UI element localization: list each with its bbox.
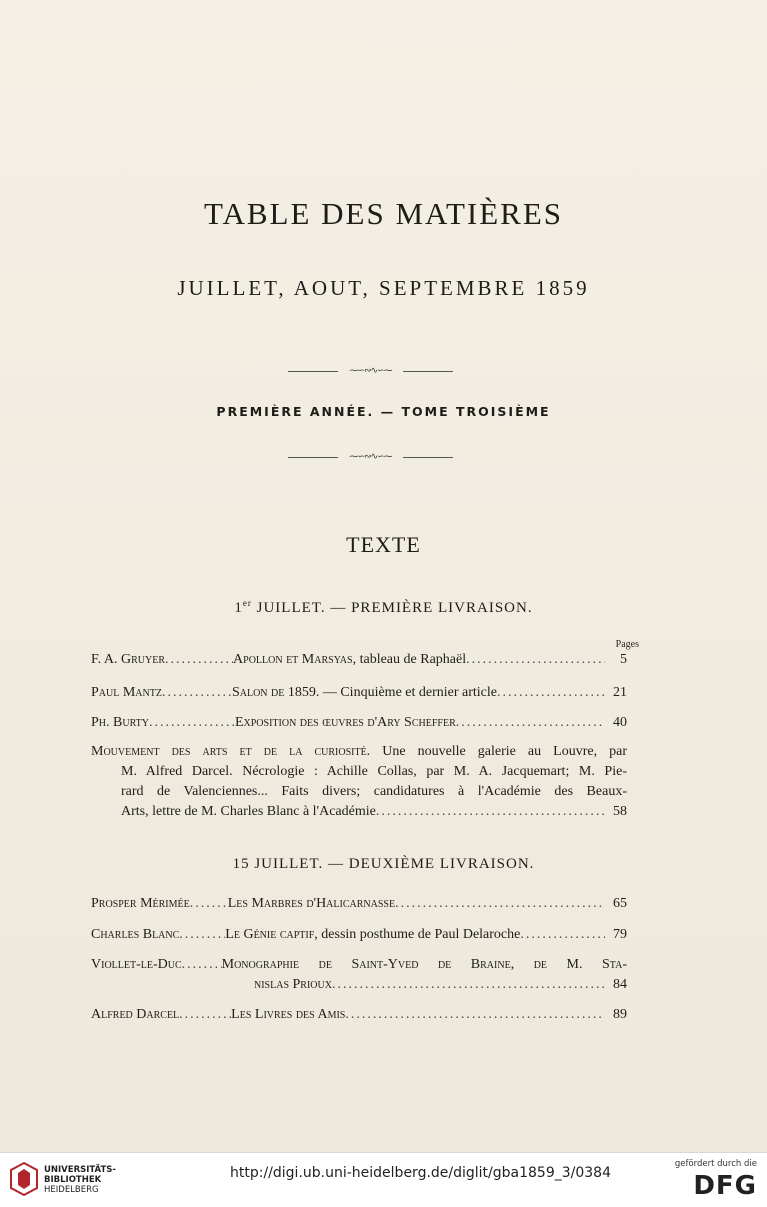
toc-entry: Charles Blanc ..... Le Génie captif, dessin posthume de Paul Delaroche ..... 79 (91, 925, 627, 945)
entry-author: Alfred Darcel (91, 1007, 180, 1022)
entry-author: Paul Mantz (91, 685, 162, 700)
entry-author: Charles Blanc (91, 927, 180, 942)
entry-page: 21 (613, 685, 627, 700)
entry-title: Monographie de Saint-Yved de Braine, de M. Sta- (221, 957, 627, 972)
entry-page: 84 (613, 977, 627, 992)
page-title: TABLE DES MATIÈRES (203, 196, 564, 231)
entry-title: Les Livres des Amis (231, 1007, 346, 1022)
entry-author: Ph. Burty (91, 715, 149, 730)
toc-entry: Viollet-le-Duc ..... Monographie de Saint-Yved de Braine, de M. Sta- nislas Prioux ..... 84 (91, 955, 627, 995)
entry-title: Les Marbres d'Halicarnasse (227, 896, 396, 911)
entry-author: Prosper Mérimée (91, 896, 190, 911)
toc-entry (91, 894, 627, 914)
entry-title: Salon de 1859. (231, 685, 323, 700)
dfg-logo[interactable]: DFG (693, 1171, 757, 1201)
toc-entry (91, 1005, 627, 1025)
section-heading: TEXTE (346, 532, 421, 557)
entry-title: Apollon et Marsyas, (233, 652, 360, 667)
institution-name: UNIVERSITÄTS- BIBLIOTHEK HEIDELBERG (44, 1165, 116, 1195)
livraison-heading-1: 1er JUILLET. — PREMIÈRE LIVRAISON. (234, 598, 533, 616)
entry-author: F. A. Gruyer (91, 652, 166, 667)
entry-page: 89 (613, 1007, 627, 1022)
permalink-url[interactable]: http://digi.ub.uni-heidelberg.de/diglit/gba1859_3/0384 (230, 1165, 612, 1181)
ornament-flourish-icon: ⁓∽∾∿∽⁓ (349, 452, 392, 462)
entry-page: 65 (613, 896, 627, 911)
viewer-footer (0, 1152, 767, 1207)
period-subtitle: JUILLET, AOUT, SEPTEMBRE 1859 (177, 276, 590, 300)
entry-page: 40 (613, 715, 627, 730)
tome-heading: PREMIÈRE ANNÉE. — TOME TROISIÈME (216, 404, 551, 419)
entry-page: 5 (620, 652, 627, 667)
toc-entry: F. A. Gruyer ..... Apollon et Marsyas, tableau de Raphaël ..... 5 (91, 650, 627, 670)
pages-column-label: Pages (615, 639, 639, 650)
university-library-logo-icon[interactable] (8, 1161, 40, 1197)
entry-author: Viollet-le-Duc (91, 957, 182, 972)
entry-page: 58 (613, 804, 627, 819)
toc-entry-mouvement: Mouvement des arts et de la curiosité. Une nouvelle galerie au Louvre, par M. Alfred Darcel. Nécrologie : Achille Collas, par M. A. Jacquemart; M. Pie- rard de Valenciennes... Faits divers; candidatures à l'Académie des Beaux- Arts, lettre de M. Charles Blanc à l'Académie ..... 58 (91, 742, 627, 822)
livraison-heading-2: 15 JUILLET. — DEUXIÈME LIVRAISON. (232, 856, 535, 872)
ornament-divider-top (288, 366, 453, 376)
entry-title: Exposition des œuvres d'Ary Scheffer (234, 715, 456, 730)
entry-page: 79 (613, 927, 627, 942)
toc-entry: Paul Mantz ..... Salon de 1859. — Cinquième et dernier article ..... 21 (91, 683, 627, 703)
ornament-divider-bottom (288, 452, 453, 462)
entry-title: Le Génie captif, (225, 927, 322, 942)
funding-label: gefördert durch die (674, 1159, 757, 1169)
ornament-flourish-icon: ⁓∽∾∿∽⁓ (349, 366, 392, 376)
toc-entry (91, 713, 627, 733)
